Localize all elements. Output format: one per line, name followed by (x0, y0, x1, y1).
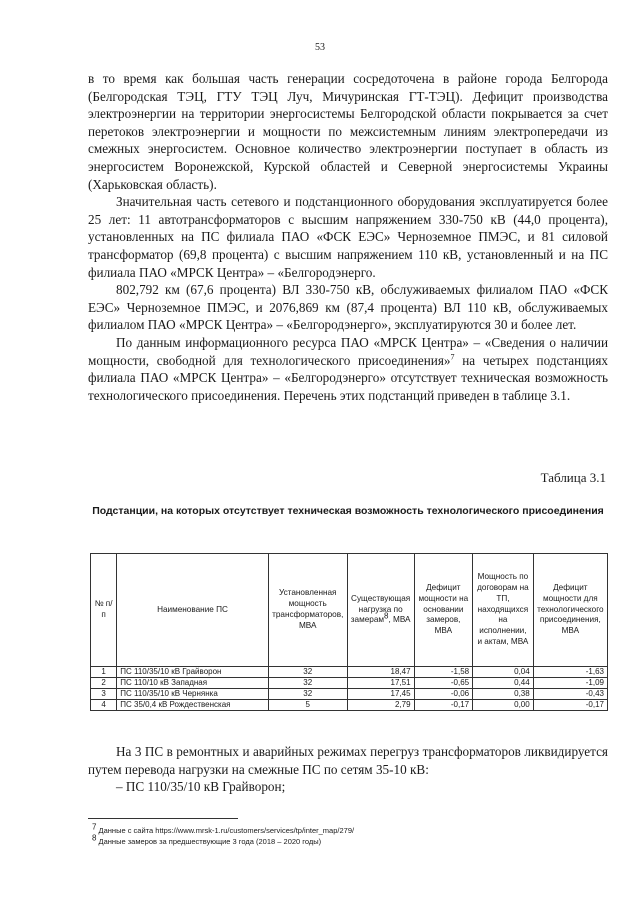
header-load-main: Существующая нагрузка по замерам (350, 593, 411, 625)
cell-deficit-measured: -1,58 (414, 667, 473, 678)
cell-name: ПС 110/35/10 кВ Чернянка (117, 689, 268, 700)
cell-capacity: 32 (268, 678, 347, 689)
cell-name: ПС 35/0,4 кВ Рождественская (117, 700, 268, 711)
paragraph-4 (88, 334, 608, 404)
footnote-8 (92, 833, 354, 847)
cell-deficit-measured: -0,06 (414, 689, 473, 700)
footnote-text: Данные замеров за предшествующие 3 года (2018 – 2020 годы) (96, 837, 322, 846)
cell-contracts: 0,04 (473, 667, 534, 678)
header-capacity: Установленная мощность трансформаторов, МВА (268, 554, 347, 667)
cell-contracts: 0,00 (473, 700, 534, 711)
footnotes (92, 822, 355, 847)
cell-num: 2 (91, 678, 117, 689)
footnote-ref-8[interactable]: 8 (384, 611, 389, 621)
cell-deficit-measured: -0,65 (414, 678, 473, 689)
footnote-mark: 8 (92, 833, 97, 843)
cell-deficit-tp: -1,63 (533, 667, 607, 678)
table-row (91, 700, 608, 711)
cell-name: ПС 110/10 кВ Западная (117, 678, 268, 689)
table-row (91, 667, 608, 678)
paragraph-4-start: По данным информационного ресурса ПАО «МРСК Центра» – «Сведения о наличии мощности, свободной для технологического присоединения» (88, 334, 608, 368)
cell-deficit-measured: -0,17 (414, 700, 473, 711)
footnote-divider (88, 818, 238, 819)
header-deficit-measured: Дефицит мощности на основании замеров, МВА (414, 554, 473, 667)
cell-load: 18,47 (347, 667, 414, 678)
header-num: № п/п (91, 554, 117, 667)
paragraph-1: в то время как большая часть генерации сосредоточена в районе города Белгорода (Белгородская ТЭЦ, ГТУ ТЭЦ Луч, Мичуринская ГТ-ТЭЦ). Дефицит производства электроэнергии на территории энергосистемы Белгородской области покрывается за счет перетоков электроэнергии и мощности по межсистемным линиям электропередачи из смежных энергосистем. Основное количество электроэнергии поступает в область из энергосистем Воронежской, Курской областей и Северной энергосистемы Украины (Харьковская область). (88, 71, 608, 192)
table-row (91, 689, 608, 700)
bullet-item: – ПС 110/35/10 кВ Грайворон; (116, 779, 286, 795)
main-text (88, 70, 608, 404)
footnote-ref-7[interactable]: 7 (450, 352, 455, 362)
cell-contracts: 0,44 (473, 678, 534, 689)
cell-deficit-tp: -0,17 (533, 700, 607, 711)
cell-load: 2,79 (347, 700, 414, 711)
table-title: Подстанции, на которых отсутствует техническая возможность технологического присоединения (92, 505, 604, 517)
table-header-row (91, 554, 608, 667)
page-number: 53 (315, 42, 325, 53)
cell-capacity: 32 (268, 689, 347, 700)
paragraph-3: 802,792 км (67,6 процента) ВЛ 330-750 кВ, обслуживаемых филиалом ПАО «ФСК ЕЭС» Черноземное ПМЭС, и 2076,869 км (87,4 процента) ВЛ 110 кВ, обслуживаемых филиалом ПАО «МРСК Центра» – «Белгородэнерго», эксплуатируются 30 и более лет. (88, 282, 608, 333)
cell-load: 17,45 (347, 689, 414, 700)
header-load (347, 554, 414, 667)
substations-table (90, 553, 608, 711)
paragraph-2: Значительная часть сетевого и подстанционного оборудования эксплуатируется более 25 лет: 11 автотрансформаторов с высшим напряжением 330-750 кВ (44,0 процента), установленных на ПС филиала ПАО «ФСК ЕЭС» Черноземное ПМЭС, и 81 силовой трансформатор (69,8 процента) с высшим напряжением 110 кВ, установленный и на ПС филиала ПАО «МРСК Центра» – «Белгородэнерго. (88, 194, 608, 280)
table-row (91, 678, 608, 689)
cell-deficit-tp: -1,09 (533, 678, 607, 689)
paragraph-5: На 3 ПС в ремонтных и аварийных режимах перегруз трансформаторов ликвидируется путем перевода нагрузки на смежные ПС по сетям 35-10 кВ: (88, 744, 608, 777)
footnote-mark: 7 (92, 822, 97, 832)
header-deficit-tp: Дефицит мощности для технологического присоединения, МВА (533, 554, 607, 667)
cell-capacity: 32 (268, 667, 347, 678)
table-label: Таблица 3.1 (540, 470, 606, 485)
cell-contracts: 0,38 (473, 689, 534, 700)
after-table-text (88, 743, 608, 796)
cell-num: 1 (91, 667, 117, 678)
footnote-7 (92, 822, 355, 836)
cell-num: 3 (91, 689, 117, 700)
cell-deficit-tp: -0,43 (533, 689, 607, 700)
cell-capacity: 5 (268, 700, 347, 711)
cell-num: 4 (91, 700, 117, 711)
header-contracts: Мощность по договорам на ТП, находящихся на исполнении, и актам, МВА (473, 554, 534, 667)
header-name: Наименование ПС (117, 554, 268, 667)
footnote-text: Данные с сайта https://www.mrsk-1.ru/customers/services/tp/inter_map/279/ (96, 826, 355, 835)
cell-load: 17,51 (347, 678, 414, 689)
header-load-unit: , МВА (388, 615, 411, 625)
paragraph-4-end: на четырех подстанциях филиала ПАО «МРСК Центра» – «Белгородэнерго» отсутствует техническая возможность технологического присоединения. Перечень этих подстанций приведен в таблице 3.1. (88, 352, 608, 403)
cell-name: ПС 110/35/10 кВ Грайворон (117, 667, 268, 678)
